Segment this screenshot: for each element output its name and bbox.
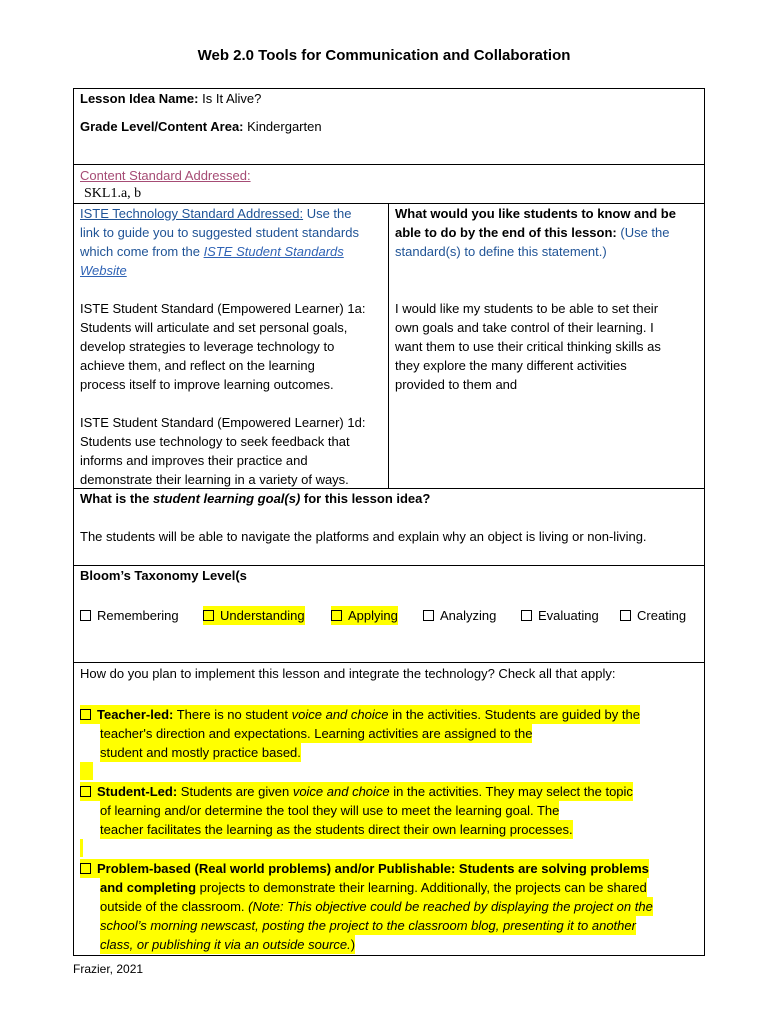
checkbox-icon <box>620 610 631 621</box>
student-led-line: of learning and/or determine the tool they will use to meet the learning goal. The <box>100 803 560 818</box>
student-led-option[interactable]: Student-Led: Students are given voice and choice in the activities. They may select the topic <box>80 782 633 801</box>
checkbox-icon <box>203 610 214 621</box>
learning-goal-answer: The students will be able to navigate the platforms and explain why an object is living or non-living. <box>80 529 647 544</box>
divider <box>73 164 705 165</box>
objective-hint-2: standard(s) to define this statement.) <box>395 244 607 259</box>
checkbox-icon <box>80 786 91 797</box>
iste-1d-line: demonstrate their learning in a variety of ways. <box>80 472 349 487</box>
iste-standard-label: ISTE Technology Standard Addressed: <box>80 206 304 221</box>
iste-1d-line: ISTE Student Standard (Empowered Learner) 1d: <box>80 415 366 430</box>
iste-intro-3: which come from the <box>80 244 200 259</box>
iste-1a-line: achieve them, and reflect on the learning <box>80 358 315 373</box>
blooms-label: Bloom’s Taxonomy Level(s <box>80 568 247 583</box>
objective-label-2: able to do by the end of this lesson: <box>395 225 617 240</box>
highlight-mark <box>80 839 83 857</box>
grade-level-label: Grade Level/Content Area: <box>80 119 244 134</box>
checkbox-icon <box>80 863 91 874</box>
iste-label-row <box>80 204 352 223</box>
problem-based-option[interactable]: Problem-based (Real world problems) and/or Publishable: Students are solving problems <box>80 859 649 878</box>
objective-answer-line: I would like my students to be able to set their <box>395 301 659 316</box>
checkbox-icon <box>80 709 91 720</box>
objective-label-row-2 <box>395 223 670 242</box>
blooms-understanding[interactable]: Understanding <box>203 606 305 625</box>
teacher-led-line: student and mostly practice based. <box>100 745 301 760</box>
blooms-creating[interactable]: Creating <box>620 606 686 625</box>
iste-intro-1: Use the <box>306 206 352 221</box>
problem-based-line: outside of the classroom. (Note: This objective could be reached by displaying the project on the <box>100 899 653 914</box>
iste-1a-line: Students will articulate and set personal goals, <box>80 320 348 335</box>
column-divider <box>388 203 389 488</box>
checkbox-icon <box>331 610 342 621</box>
iste-1d-line: informs and improves their practice and <box>80 453 308 468</box>
grade-level-row <box>80 117 322 136</box>
iste-1a-line: develop strategies to leverage technology to <box>80 339 335 354</box>
learning-goal-label: What is the student learning goal(s) for this lesson idea? <box>80 491 431 506</box>
blooms-analyzing[interactable]: Analyzing <box>423 606 496 625</box>
footer-credit: Frazier, 2021 <box>73 962 144 976</box>
highlight-mark <box>80 762 93 780</box>
checkbox-icon <box>423 610 434 621</box>
lesson-name-value: Is It Alive? <box>202 91 262 106</box>
iste-1a-line: process itself to improve learning outcomes. <box>80 377 334 392</box>
objective-answer-line: own goals and take control of their learning. I <box>395 320 654 335</box>
content-standard-value: SKL1.a, b <box>84 186 142 201</box>
teacher-led-option[interactable]: Teacher-led: There is no student voice and choice in the activities. Students are guided by the <box>80 705 640 724</box>
problem-based-line: class, or publishing it via an outside source.) <box>100 937 356 952</box>
grade-level-value: Kindergarten <box>247 119 322 134</box>
blooms-remembering[interactable]: Remembering <box>80 606 179 625</box>
lesson-name-label: Lesson Idea Name: <box>80 91 199 106</box>
objective-answer-line: they explore the many different activities <box>395 358 627 373</box>
objective-label-1: What would you like students to know and be <box>395 206 676 221</box>
implement-question: How do you plan to implement this lesson and integrate the technology? Check all that apply: <box>80 666 616 681</box>
blooms-evaluating[interactable]: Evaluating <box>521 606 599 625</box>
iste-intro-row-3 <box>80 242 344 261</box>
iste-standards-link-2[interactable]: Website <box>80 263 127 278</box>
checkbox-icon <box>521 610 532 621</box>
teacher-led-line: teacher's direction and expectations. Learning activities are assigned to the <box>100 726 533 741</box>
page-title: Web 2.0 Tools for Communication and Collaboration <box>197 47 571 64</box>
iste-intro-2: link to guide you to suggested student standards <box>80 225 359 240</box>
objective-hint-1: (Use the <box>620 225 670 240</box>
iste-1a-line: ISTE Student Standard (Empowered Learner) 1a: <box>80 301 366 316</box>
iste-1d-line: Students use technology to seek feedback that <box>80 434 350 449</box>
objective-answer-line: want them to use their critical thinking skills as <box>395 339 661 354</box>
objective-answer-line: provided to them and <box>395 377 518 392</box>
divider <box>73 662 705 663</box>
lesson-name-row <box>80 89 261 108</box>
blooms-applying[interactable]: Applying <box>331 606 398 625</box>
checkbox-icon <box>80 610 91 621</box>
problem-based-line: and completing projects to demonstrate their learning. Additionally, the projects can be shared <box>100 880 647 895</box>
student-led-line: teacher facilitates the learning as the students direct their own learning processes. <box>100 822 573 837</box>
problem-based-line: school’s morning newscast, posting the project to the classroom blog, presenting it to another <box>100 918 636 933</box>
content-standard-label: Content Standard Addressed: <box>80 168 251 183</box>
iste-standards-link[interactable]: ISTE Student Standards <box>203 244 344 259</box>
